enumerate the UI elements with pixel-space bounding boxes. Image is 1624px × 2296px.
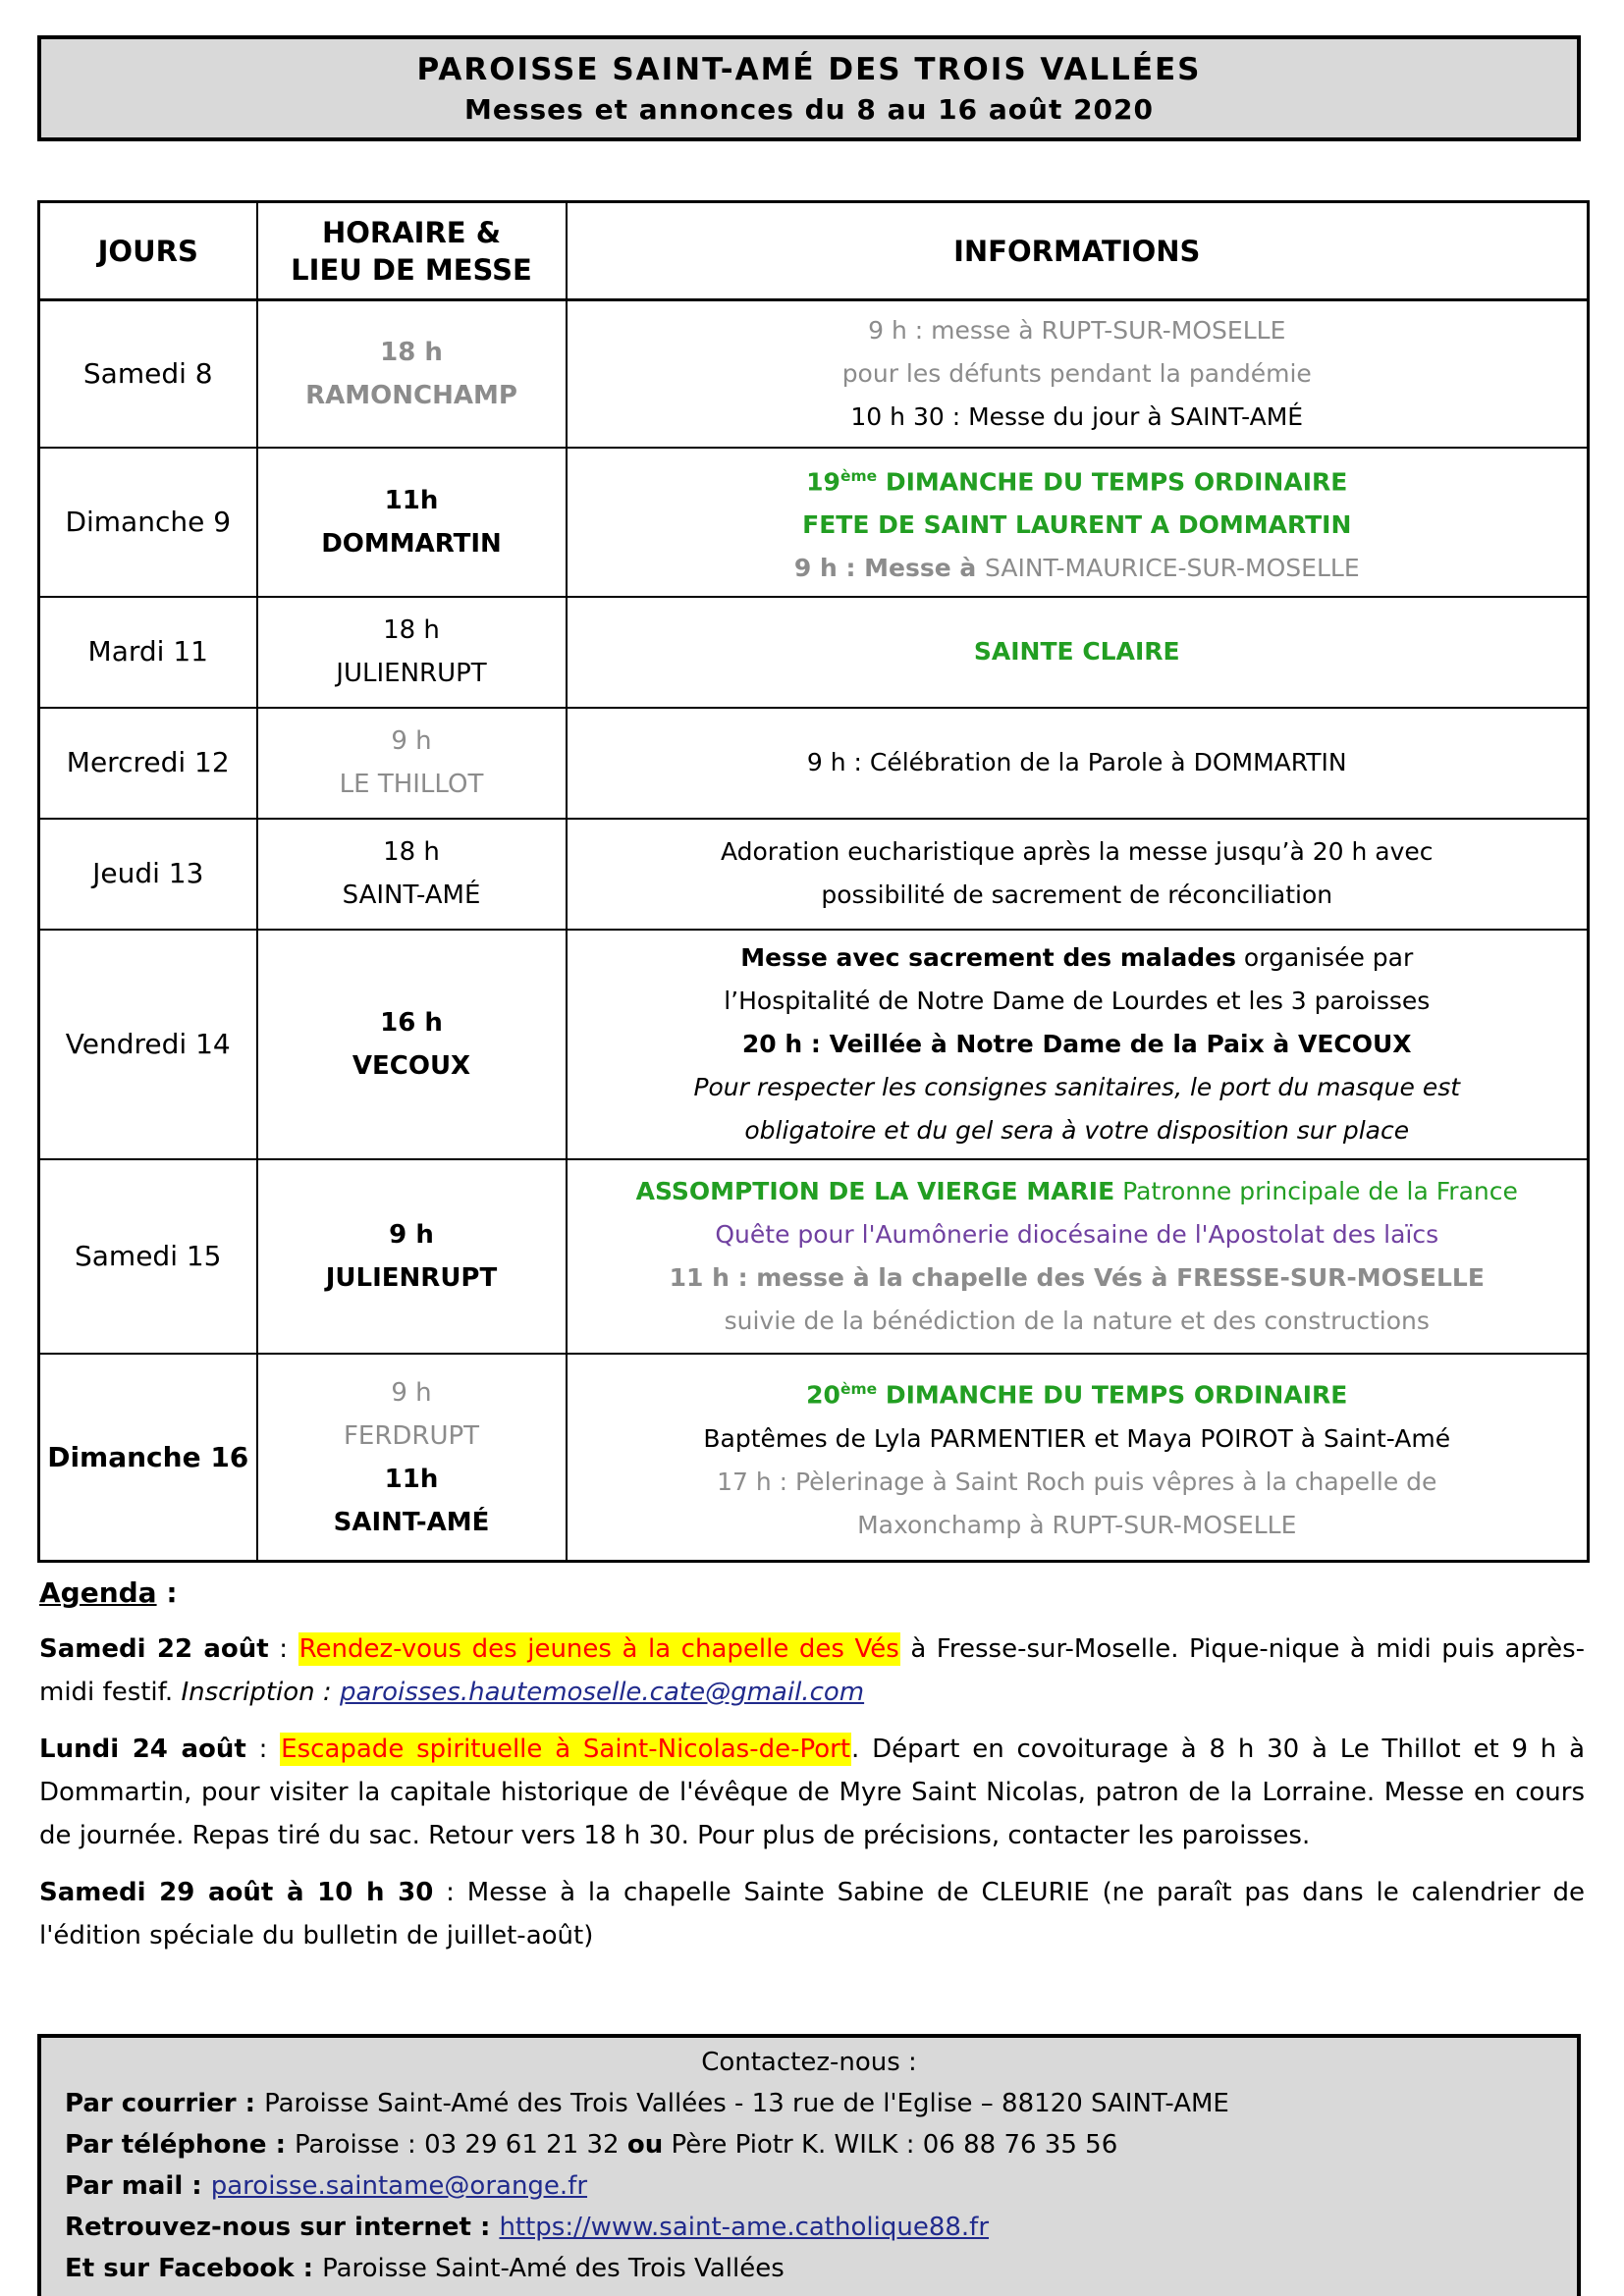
text-segment: Par téléphone : (65, 2130, 296, 2160)
page-title: PAROISSE SAINT-AMÉ DES TROIS VALLÉES (416, 52, 1202, 87)
text-segment: 11h (384, 485, 439, 515)
text-segment: Par mail : (65, 2171, 211, 2201)
info-line (571, 1417, 1584, 1461)
text-segment: : Messe à la chapelle Sainte Sabine de CLEURIE (ne paraît pas dans le calendrier de l'édition spéciale du bulletin de juillet-août) (39, 1878, 1585, 1950)
contact-box (37, 2034, 1581, 2296)
text-segment: Samedi 29 août à 10 h 30 (39, 1878, 434, 1907)
contact-line (65, 2083, 1553, 2124)
info-line (571, 830, 1584, 874)
time-place-line (262, 763, 562, 806)
info-line (571, 352, 1584, 396)
text-segment: DIMANCHE DU TEMPS ORDINAIRE (877, 1380, 1348, 1410)
text-segment: Samedi 22 août (39, 1634, 269, 1664)
text-segment: Escapade spirituelle à Saint-Nicolas-de-Port (281, 1735, 851, 1764)
text-segment: à Fresse-sur-Moselle. Pique-nique à midi puis après-midi festif. (39, 1634, 1586, 1707)
info-line (571, 741, 1584, 784)
text-segment: : (245, 1735, 281, 1764)
text-segment: 16 h (380, 1007, 443, 1038)
link[interactable]: paroisse.saintame@orange.fr (210, 2171, 588, 2201)
day-cell (39, 708, 257, 819)
table-row (39, 1354, 1589, 1562)
info-line (571, 504, 1584, 547)
info-line (571, 396, 1584, 439)
text-segment: organisée par (1235, 942, 1414, 972)
column-header-horaire-line1: HORAIRE & (321, 215, 501, 249)
table-row (39, 930, 1589, 1159)
text-segment: Dimanche 9 (65, 505, 232, 538)
info-cell (567, 708, 1589, 819)
time-place-line (262, 874, 562, 917)
text-segment: Et sur Facebook : (65, 2254, 323, 2283)
agenda-paragraph (39, 1871, 1585, 1957)
text-segment: SAINT-AMÉ (333, 1507, 490, 1537)
info-line (571, 980, 1584, 1023)
text-segment: Maxonchamp à RUPT-SUR-MOSELLE (857, 1510, 1297, 1539)
info-cell (567, 819, 1589, 930)
text-segment: Mardi 11 (87, 635, 208, 668)
text-segment: 9 h : messe à RUPT-SUR-MOSELLE (868, 315, 1286, 345)
time-place-cell (257, 708, 567, 819)
text-segment: 10 h 30 : Messe du jour à SAINT-AMÉ (850, 401, 1304, 431)
info-cell (567, 300, 1589, 448)
info-line (571, 1256, 1584, 1300)
info-line (571, 1066, 1584, 1109)
text-segment: SAINTE CLAIRE (973, 637, 1180, 667)
time-place-line (262, 830, 562, 874)
text-segment: Paroisse Saint-Amé des Trois Vallées (322, 2254, 785, 2283)
info-cell (567, 597, 1589, 708)
text-segment: VECOUX (352, 1050, 471, 1081)
time-place-line (262, 479, 562, 522)
text-segment: 11 h : messe à la chapelle des Vés à FRESSE-SUR-MOSELLE (669, 1262, 1485, 1292)
text-segment: Mercredi 12 (66, 746, 230, 779)
text-segment: 9 h (389, 1219, 434, 1250)
table-row (39, 819, 1589, 930)
contact-title: Contactez-nous : (701, 2048, 917, 2077)
text-segment: : (156, 1576, 178, 1609)
info-line (571, 936, 1584, 980)
table-row (39, 448, 1589, 597)
text-segment: Rendez-vous des jeunes à la chapelle des Vés (298, 1634, 899, 1664)
time-place-cell (257, 819, 567, 930)
text-segment: JULIENRUPT (336, 659, 487, 689)
text-segment: ASSOMPTION DE LA VIERGE MARIE (635, 1176, 1115, 1205)
text-segment: . Départ en covoiturage à 8 h 30 à Le Thillot et 9 h à Dommartin, pour visiter la capitale historique de l'évêque de Myre Saint Nicolas, patron de la Lorraine. Messe en cours de journée. Repas tiré du sac. Retour vers 18 h 30. Pour plus de précisions, contacter les paroisses. (39, 1735, 1586, 1850)
text-segment: suivie de la bénédiction de la nature et des constructions (724, 1306, 1430, 1335)
text-segment: Paroisse Saint-Amé des Trois Vallées - 13 rue de l'Eglise – 88120 SAINT-AME (264, 2089, 1229, 2118)
text-segment: 18 h (380, 337, 443, 367)
column-header-horaire-line2: LIEU DE MESSE (291, 252, 532, 287)
table-row (39, 597, 1589, 708)
agenda-heading (39, 1573, 1585, 1614)
time-place-cell (257, 1354, 567, 1562)
time-place-line (262, 1044, 562, 1088)
text-segment: JULIENRUPT (325, 1262, 498, 1293)
info-cell (567, 1354, 1589, 1562)
contact-line (65, 2165, 1553, 2207)
text-segment: 20 (806, 1380, 840, 1410)
time-place-line (262, 1371, 562, 1415)
text-segment: 11h (384, 1464, 439, 1494)
time-place-line (262, 652, 562, 695)
text-segment: 19 (806, 466, 840, 496)
text-segment: DOMMARTIN (321, 528, 502, 559)
text-segment: Agenda (39, 1576, 157, 1609)
text-segment: : (268, 1634, 298, 1664)
contact-line (65, 2248, 1553, 2289)
text-segment: possibilité de sacrement de réconciliation (821, 881, 1333, 910)
day-cell (39, 1159, 257, 1354)
time-place-line (262, 1458, 562, 1501)
text-segment: Messe avec sacrement des malades (740, 942, 1236, 972)
text-segment: Jeudi 13 (92, 857, 204, 890)
text-segment: Père Piotr K. WILK : 06 88 76 35 56 (663, 2130, 1118, 2160)
column-header-jours: JOURS (39, 202, 257, 300)
time-place-line (262, 1213, 562, 1256)
header-box (37, 35, 1581, 141)
day-cell (39, 1354, 257, 1562)
info-line (571, 1213, 1584, 1256)
agenda-section (39, 1573, 1585, 1971)
text-segment: Retrouvez-nous sur internet : (65, 2213, 500, 2242)
text-segment: 18 h (383, 837, 440, 868)
column-header-horaire (257, 202, 567, 300)
info-line (571, 874, 1584, 917)
text-segment: 9 h : Célébration de la Parole à DOMMARTIN (806, 748, 1347, 777)
text-segment: FETE DE SAINT LAURENT A DOMMARTIN (802, 509, 1352, 539)
info-line (571, 454, 1584, 504)
day-cell (39, 930, 257, 1159)
info-line (571, 1504, 1584, 1547)
contact-line (65, 2207, 1553, 2248)
info-line (571, 309, 1584, 352)
table-row (39, 708, 1589, 819)
time-place-line (262, 1415, 562, 1458)
text-segment: Adoration eucharistique après la messe jusqu’à 20 h avec (720, 837, 1434, 867)
text-segment: Dimanche 16 (47, 1440, 249, 1473)
info-line (571, 1170, 1584, 1213)
text-segment: ème (839, 466, 878, 485)
time-place-cell (257, 1159, 567, 1354)
text-segment: 9 h : Messe à (793, 553, 986, 582)
contact-line (65, 2124, 1553, 2165)
time-place-cell (257, 448, 567, 597)
text-segment: 17 h : Pèlerinage à Saint Roch puis vêpres à la chapelle de (717, 1467, 1437, 1496)
text-segment: RAMONCHAMP (305, 380, 517, 410)
text-segment: DIMANCHE DU TEMPS ORDINAIRE (877, 466, 1348, 496)
text-segment: Baptêmes de Lyla PARMENTIER et Maya POIROT à Saint-Amé (703, 1423, 1451, 1453)
text-segment: SAINT-MAURICE-SUR-MOSELLE (985, 553, 1360, 582)
info-line (571, 1300, 1584, 1343)
table-row (39, 300, 1589, 448)
text-segment: Lundi 24 août (39, 1735, 246, 1764)
day-cell (39, 448, 257, 597)
info-line (571, 547, 1584, 590)
text-segment: SAINT-AMÉ (342, 881, 481, 911)
text-segment: LE THILLOT (339, 770, 484, 800)
time-place-line (262, 331, 562, 374)
day-cell (39, 597, 257, 708)
text-segment: Samedi 15 (74, 1239, 222, 1272)
text-segment: obligatoire et du gel sera à votre disposition sur place (744, 1115, 1410, 1145)
info-line (571, 1461, 1584, 1504)
page-subtitle: Messes et annonces du 8 au 16 août 2020 (463, 93, 1155, 126)
time-place-line (262, 1256, 562, 1300)
info-cell (567, 1159, 1589, 1354)
link[interactable]: paroisses.hautemoselle.cate@gmail.com (339, 1678, 865, 1707)
time-place-cell (257, 597, 567, 708)
text-segment: ou (626, 2130, 664, 2160)
time-place-line (262, 609, 562, 652)
info-line (571, 1023, 1584, 1066)
text-segment: 9 h (391, 726, 432, 757)
text-segment: FERDRUPT (343, 1420, 480, 1451)
info-cell (567, 930, 1589, 1159)
text-segment: 18 h (383, 615, 440, 646)
info-line (571, 1367, 1584, 1416)
time-place-cell (257, 930, 567, 1159)
text-segment: Quête pour l'Aumônerie diocésaine de l'Apostolat des laïcs (715, 1219, 1439, 1249)
info-line (571, 1109, 1584, 1152)
time-place-line (262, 1501, 562, 1544)
text-segment: pour les défunts pendant la pandémie (841, 358, 1312, 388)
text-segment: Inscription : (181, 1678, 340, 1707)
time-place-line (262, 522, 562, 565)
agenda-paragraph (39, 1728, 1585, 1857)
time-place-cell (257, 300, 567, 448)
time-place-line (262, 1001, 562, 1044)
text-segment: 9 h (391, 1377, 432, 1408)
time-place-line (262, 720, 562, 763)
time-place-line (262, 374, 562, 417)
table-header-row (39, 202, 1589, 300)
info-line (571, 630, 1584, 673)
text-segment: Patronne principale de la France (1114, 1176, 1518, 1205)
text-segment: Vendredi 14 (65, 1027, 231, 1060)
text-segment: 20 h : Veillée à Notre Dame de la Paix à VECOUX (741, 1029, 1412, 1058)
agenda-paragraph (39, 1628, 1585, 1714)
info-cell (567, 448, 1589, 597)
day-cell (39, 300, 257, 448)
mass-schedule-table (37, 200, 1590, 1563)
day-cell (39, 819, 257, 930)
table-row (39, 1159, 1589, 1354)
text-segment: ème (839, 1380, 878, 1399)
column-header-informations: INFORMATIONS (567, 202, 1589, 300)
text-segment: Par courrier : (65, 2089, 265, 2118)
text-segment: Samedi 8 (82, 356, 213, 390)
text-segment: Pour respecter les consignes sanitaires, le port du masque est (693, 1072, 1461, 1101)
link[interactable]: https://www.saint-ame.catholique88.fr (499, 2213, 990, 2242)
text-segment: l’Hospitalité de Notre Dame de Lourdes et les 3 paroisses (724, 986, 1431, 1015)
text-segment: Paroisse : 03 29 61 21 32 (295, 2130, 627, 2160)
